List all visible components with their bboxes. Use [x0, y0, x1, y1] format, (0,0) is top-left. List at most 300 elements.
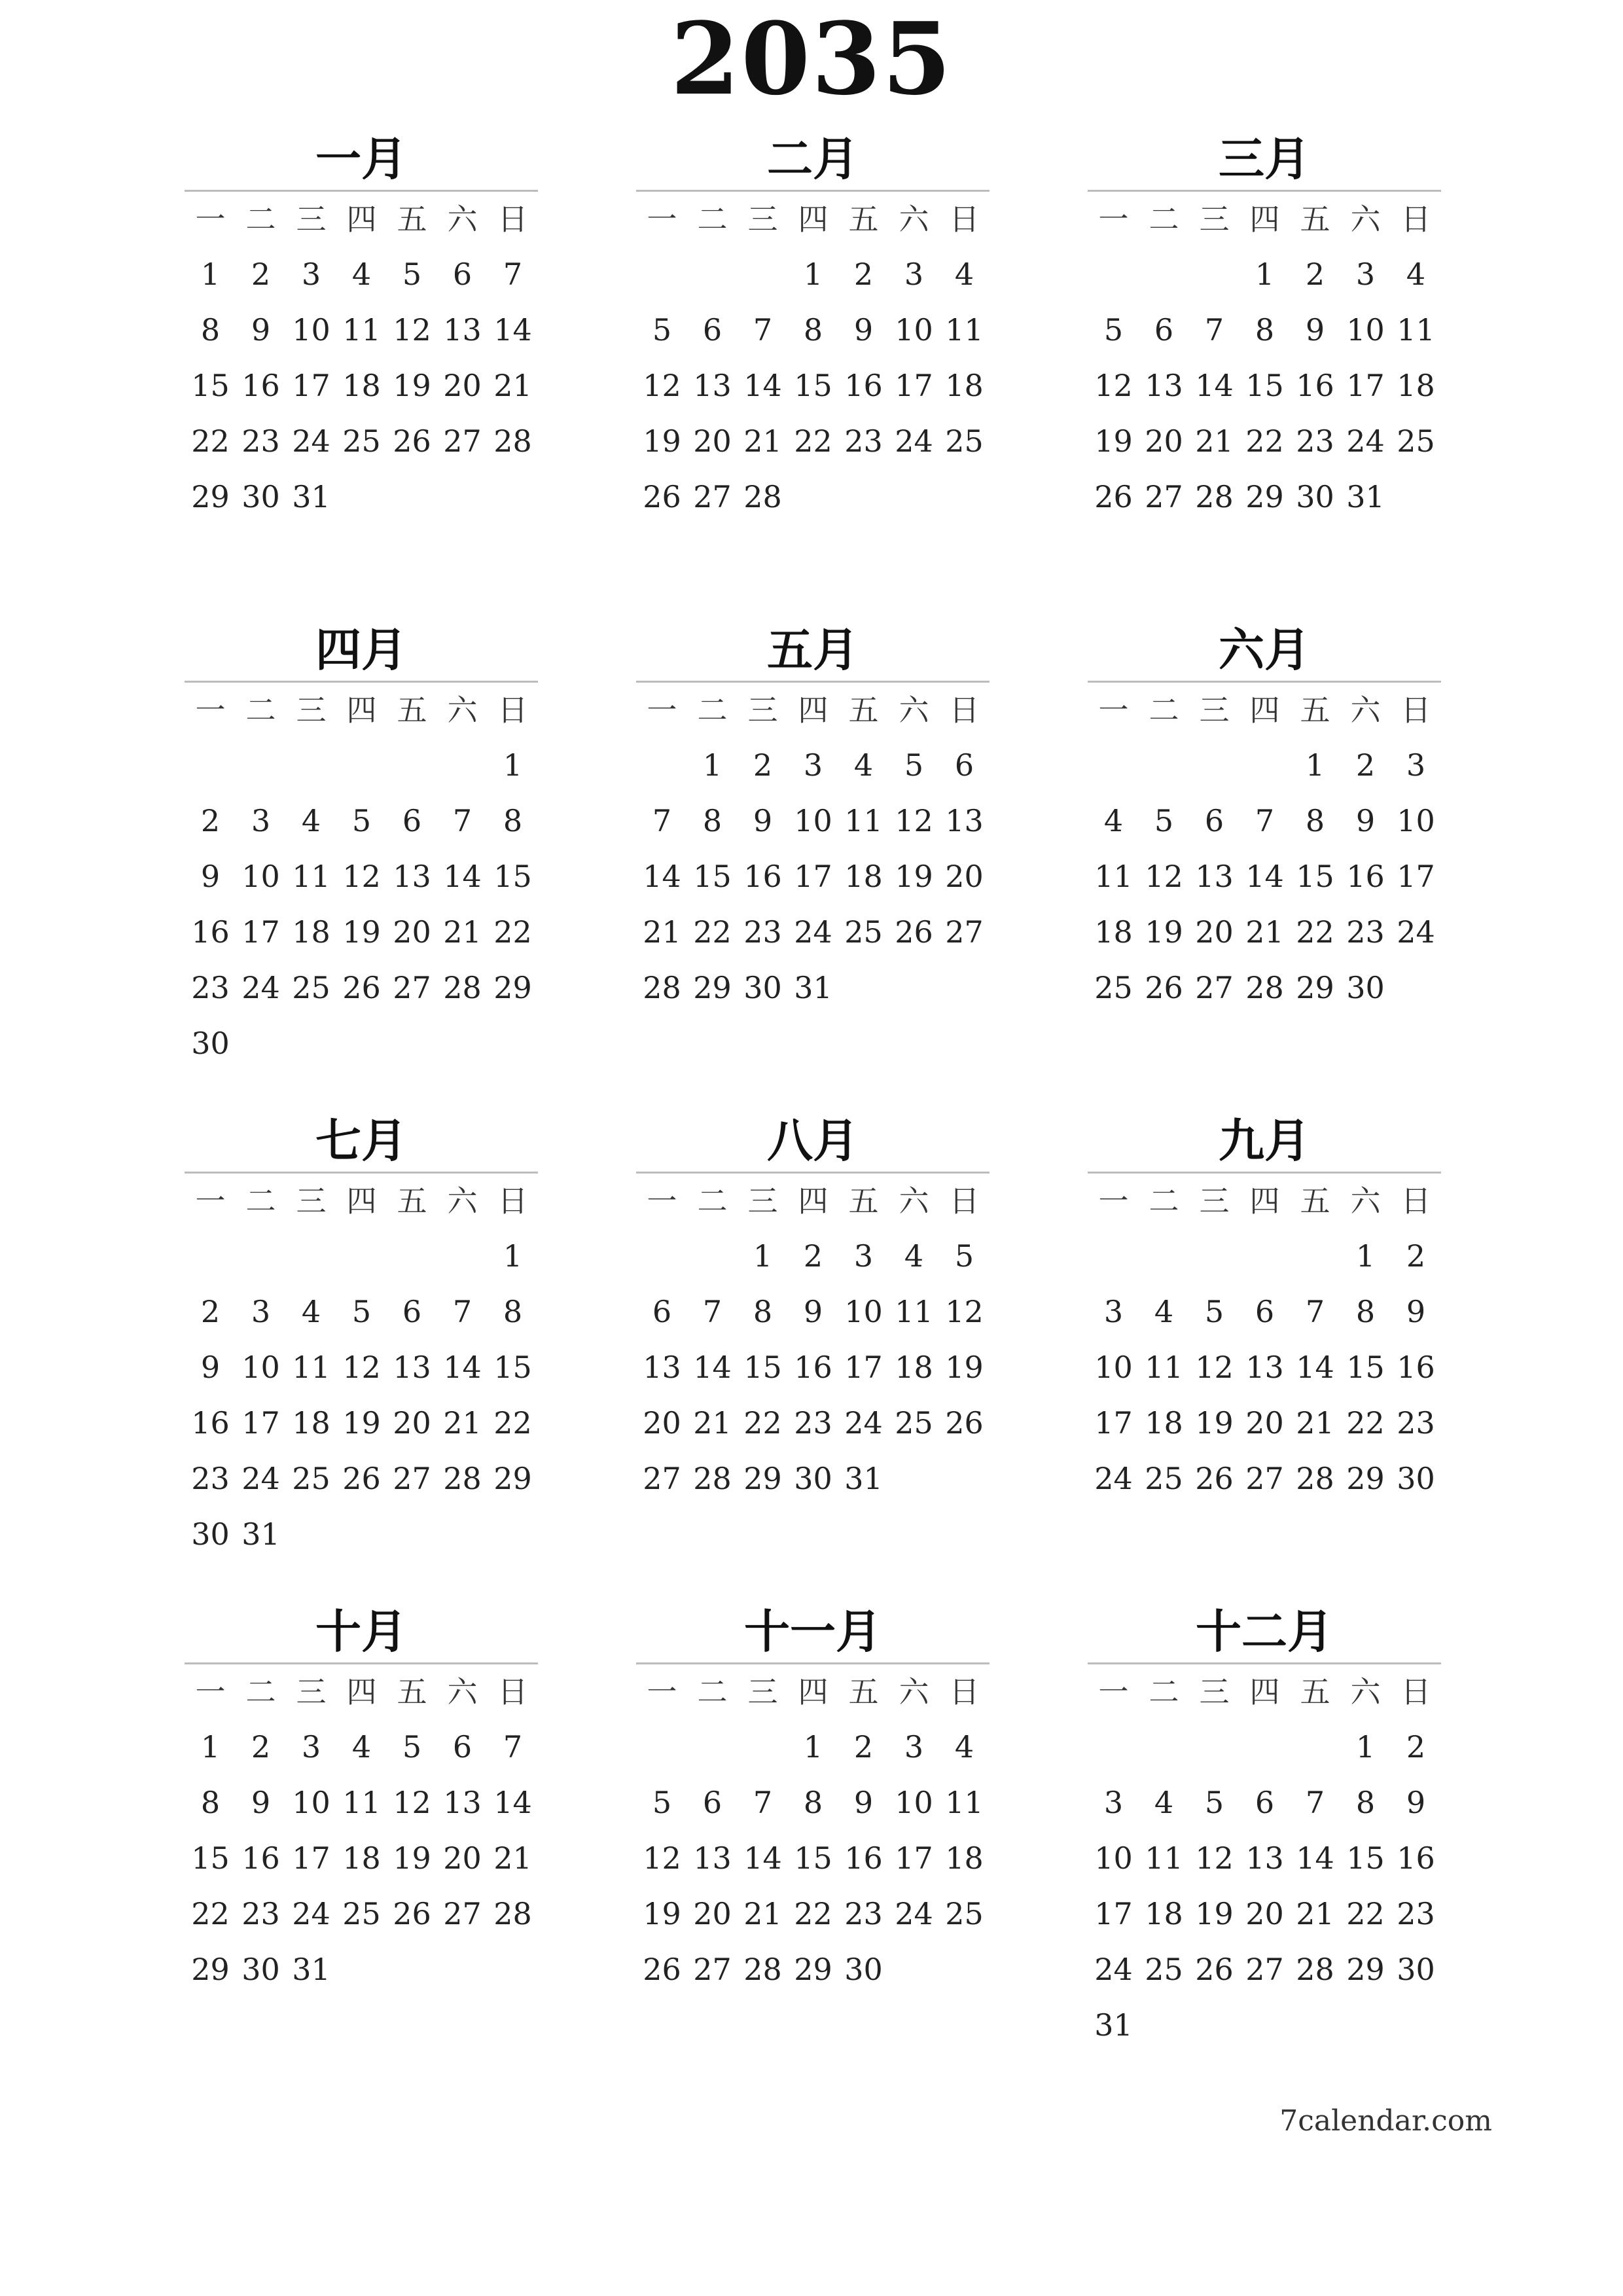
day-cell: 19 — [1195, 1405, 1234, 1441]
day-cell: 25 — [1397, 423, 1435, 459]
weekday-header: 三 — [1199, 1183, 1230, 1219]
day-cell: 24 — [895, 1896, 933, 1931]
weekday-header: 五 — [1300, 1183, 1330, 1219]
day-cell: 2 — [200, 803, 221, 838]
weekday-header: 三 — [1199, 202, 1230, 237]
weekday-header: 四 — [1249, 202, 1280, 237]
empty-cell — [1240, 1229, 1290, 1284]
day-cell: 11 — [1145, 1350, 1183, 1385]
day-cell: 22 — [1245, 423, 1284, 459]
weekday-header: 日 — [497, 692, 528, 728]
day-cell: 28 — [743, 1952, 782, 1987]
day-cell: 7 — [503, 1729, 523, 1765]
day-cell: 31 — [292, 479, 330, 514]
day-cell: 10 — [1094, 1840, 1133, 1876]
day-cell: 23 — [844, 1896, 883, 1931]
day-cell: 4 — [351, 1729, 372, 1765]
day-cell: 15 — [794, 1840, 832, 1876]
day-cell: 1 — [1355, 1238, 1376, 1274]
day-cell: 6 — [702, 312, 722, 348]
day-cell: 11 — [292, 859, 330, 894]
day-cell: 29 — [191, 479, 230, 514]
weekday-header: 六 — [447, 202, 478, 237]
weekday-header: 四 — [346, 692, 377, 728]
day-cell: 29 — [1346, 1952, 1385, 1987]
empty-cell — [1189, 738, 1240, 793]
site-credit: 7calendar.com — [1279, 2104, 1492, 2138]
day-cell: 22 — [743, 1405, 782, 1441]
day-cell: 13 — [393, 859, 431, 894]
empty-cell — [1240, 738, 1290, 793]
day-cell: 11 — [1094, 859, 1133, 894]
day-cell: 18 — [895, 1350, 933, 1385]
day-cell: 14 — [493, 312, 532, 348]
weekday-header: 一 — [1098, 202, 1129, 237]
day-cell: 23 — [241, 423, 280, 459]
day-cell: 3 — [904, 257, 924, 292]
weekday-header: 四 — [798, 202, 829, 237]
day-cell: 23 — [1296, 423, 1334, 459]
weekday-header: 二 — [1149, 202, 1179, 237]
weekday-header: 日 — [1400, 692, 1431, 728]
day-cell: 18 — [945, 368, 984, 403]
day-cell: 11 — [945, 1785, 984, 1820]
weekday-header: 六 — [899, 692, 929, 728]
day-cell: 5 — [652, 1785, 672, 1820]
day-cell: 10 — [292, 1785, 330, 1820]
day-cell: 3 — [1406, 747, 1426, 783]
weekday-header: 日 — [497, 202, 528, 237]
day-cell: 22 — [1346, 1405, 1385, 1441]
weekday-header: 四 — [798, 1183, 829, 1219]
day-cell: 13 — [693, 1840, 732, 1876]
day-cell: 9 — [251, 1785, 271, 1820]
day-cell: 16 — [241, 1840, 280, 1876]
day-cell: 30 — [1296, 479, 1334, 514]
day-cell: 18 — [1145, 1896, 1183, 1931]
day-cell: 10 — [895, 312, 933, 348]
weekday-header: 六 — [1350, 1674, 1381, 1710]
weekday-header: 一 — [1098, 1183, 1129, 1219]
day-cell: 12 — [945, 1294, 984, 1329]
day-cell: 26 — [643, 479, 681, 514]
day-cell: 7 — [753, 312, 773, 348]
day-cell: 8 — [803, 312, 823, 348]
day-cell: 7 — [452, 1294, 473, 1329]
empty-cell — [185, 1229, 236, 1284]
day-cell: 15 — [1296, 859, 1334, 894]
weekday-header: 四 — [1249, 692, 1280, 728]
day-cell: 1 — [200, 257, 221, 292]
month-block — [636, 620, 990, 1016]
day-cell: 27 — [693, 1952, 732, 1987]
weekday-header: 三 — [296, 202, 327, 237]
day-cell: 24 — [292, 423, 330, 459]
weekday-header: 日 — [949, 692, 980, 728]
day-cell: 22 — [794, 423, 832, 459]
day-cell: 27 — [1145, 479, 1183, 514]
day-cell: 7 — [1305, 1785, 1325, 1820]
day-cell: 1 — [503, 747, 523, 783]
day-cell: 9 — [1305, 312, 1325, 348]
weekday-header: 三 — [296, 1183, 327, 1219]
empty-cell — [437, 738, 488, 793]
day-cell: 14 — [1195, 368, 1234, 403]
day-cell: 12 — [1195, 1350, 1234, 1385]
day-cell: 5 — [1103, 312, 1124, 348]
day-cell: 14 — [643, 859, 681, 894]
day-cell: 5 — [402, 1729, 422, 1765]
day-cell: 21 — [493, 368, 532, 403]
day-cell: 12 — [1145, 859, 1183, 894]
day-cell: 12 — [1094, 368, 1133, 403]
empty-cell — [1139, 1719, 1189, 1775]
day-cell: 16 — [844, 1840, 883, 1876]
day-cell: 13 — [1245, 1350, 1284, 1385]
day-cell: 21 — [1296, 1896, 1334, 1931]
day-cell: 8 — [503, 1294, 523, 1329]
day-cell: 1 — [803, 1729, 823, 1765]
day-cell: 20 — [443, 368, 482, 403]
day-cell: 27 — [693, 479, 732, 514]
empty-cell — [1290, 1719, 1340, 1775]
weekday-header: 一 — [195, 1674, 226, 1710]
empty-cell — [286, 738, 336, 793]
empty-cell — [236, 738, 286, 793]
day-cell: 18 — [844, 859, 883, 894]
day-cell: 7 — [702, 1294, 722, 1329]
day-cell: 6 — [452, 257, 473, 292]
weekday-header: 一 — [647, 1674, 677, 1710]
day-cell: 8 — [1355, 1785, 1376, 1820]
day-cell: 30 — [844, 1952, 883, 1987]
empty-cell — [1088, 247, 1139, 302]
day-cell: 17 — [1094, 1896, 1133, 1931]
day-cell: 27 — [1195, 970, 1234, 1005]
day-cell: 14 — [443, 859, 482, 894]
day-cell: 22 — [1296, 914, 1334, 950]
day-cell: 2 — [1355, 747, 1376, 783]
day-cell: 17 — [292, 368, 330, 403]
day-cell: 3 — [803, 747, 823, 783]
day-cell: 22 — [693, 914, 732, 950]
day-cell: 26 — [393, 423, 431, 459]
weekday-header: 日 — [1400, 1183, 1431, 1219]
day-cell: 19 — [945, 1350, 984, 1385]
day-cell: 29 — [743, 1461, 782, 1496]
month-block — [185, 620, 538, 1071]
empty-cell — [1088, 1719, 1139, 1775]
day-cell: 14 — [493, 1785, 532, 1820]
weekday-header: 三 — [747, 1674, 778, 1710]
day-cell: 6 — [1255, 1294, 1275, 1329]
day-cell: 1 — [1305, 747, 1325, 783]
weekday-header: 二 — [245, 1183, 276, 1219]
day-cell: 3 — [301, 257, 321, 292]
empty-cell — [637, 1719, 687, 1775]
day-cell: 15 — [191, 368, 230, 403]
month-title: 五月 — [767, 622, 859, 677]
day-cell: 5 — [1204, 1785, 1224, 1820]
empty-cell — [1189, 247, 1240, 302]
day-cell: 13 — [1145, 368, 1183, 403]
day-cell: 1 — [503, 1238, 523, 1274]
day-cell: 6 — [954, 747, 974, 783]
weekday-header: 五 — [1300, 1674, 1330, 1710]
day-cell: 29 — [191, 1952, 230, 1987]
day-cell: 25 — [1145, 1952, 1183, 1987]
day-cell: 6 — [452, 1729, 473, 1765]
day-cell: 26 — [945, 1405, 984, 1441]
day-cell: 22 — [794, 1896, 832, 1931]
day-cell: 1 — [803, 257, 823, 292]
empty-cell — [437, 1229, 488, 1284]
month-block — [636, 1602, 990, 1998]
empty-cell — [1139, 1229, 1189, 1284]
day-cell: 4 — [1154, 1294, 1174, 1329]
day-cell: 26 — [342, 1461, 381, 1496]
day-cell: 14 — [443, 1350, 482, 1385]
day-cell: 9 — [200, 859, 221, 894]
weekday-header: 日 — [949, 1674, 980, 1710]
weekday-header: 四 — [798, 692, 829, 728]
day-cell: 16 — [1296, 368, 1334, 403]
month-block — [1088, 620, 1441, 1016]
day-cell: 2 — [853, 1729, 874, 1765]
day-cell: 5 — [1204, 1294, 1224, 1329]
empty-cell — [1290, 1229, 1340, 1284]
empty-cell — [687, 1719, 738, 1775]
day-cell: 25 — [292, 970, 330, 1005]
day-cell: 29 — [794, 1952, 832, 1987]
day-cell: 4 — [853, 747, 874, 783]
day-cell: 28 — [693, 1461, 732, 1496]
day-cell: 24 — [794, 914, 832, 950]
day-cell: 11 — [895, 1294, 933, 1329]
day-cell: 25 — [945, 1896, 984, 1931]
day-cell: 24 — [895, 423, 933, 459]
day-cell: 13 — [443, 312, 482, 348]
weekday-header: 五 — [397, 202, 427, 237]
day-cell: 10 — [1397, 803, 1435, 838]
day-cell: 14 — [1296, 1840, 1334, 1876]
day-cell: 5 — [904, 747, 924, 783]
month-title: 七月 — [315, 1113, 407, 1168]
day-cell: 20 — [1245, 1405, 1284, 1441]
day-cell: 23 — [191, 970, 230, 1005]
day-cell: 27 — [643, 1461, 681, 1496]
day-cell: 21 — [693, 1405, 732, 1441]
month-title: 九月 — [1219, 1113, 1310, 1168]
day-cell: 7 — [1255, 803, 1275, 838]
day-cell: 20 — [1145, 423, 1183, 459]
day-cell: 30 — [241, 479, 280, 514]
day-cell: 18 — [342, 1840, 381, 1876]
weekday-header: 二 — [245, 1674, 276, 1710]
day-cell: 16 — [191, 1405, 230, 1441]
day-cell: 15 — [191, 1840, 230, 1876]
day-cell: 28 — [443, 970, 482, 1005]
day-cell: 22 — [1346, 1896, 1385, 1931]
day-cell: 9 — [853, 1785, 874, 1820]
month-block — [636, 1111, 990, 1507]
day-cell: 30 — [191, 1516, 230, 1552]
day-cell: 30 — [794, 1461, 832, 1496]
day-cell: 20 — [1195, 914, 1234, 950]
day-cell: 13 — [443, 1785, 482, 1820]
day-cell: 2 — [853, 257, 874, 292]
day-cell: 7 — [753, 1785, 773, 1820]
day-cell: 18 — [945, 1840, 984, 1876]
day-cell: 15 — [1346, 1350, 1385, 1385]
day-cell: 15 — [493, 859, 532, 894]
day-cell: 30 — [241, 1952, 280, 1987]
day-grid — [637, 1174, 990, 1507]
day-cell: 25 — [342, 423, 381, 459]
empty-cell — [185, 738, 236, 793]
weekday-header: 六 — [447, 1183, 478, 1219]
month-block — [185, 1602, 538, 1998]
day-cell: 9 — [200, 1350, 221, 1385]
day-cell: 14 — [693, 1350, 732, 1385]
day-cell: 30 — [743, 970, 782, 1005]
weekday-header: 日 — [1400, 1674, 1431, 1710]
day-cell: 23 — [241, 1896, 280, 1931]
day-cell: 6 — [402, 1294, 422, 1329]
day-cell: 5 — [402, 257, 422, 292]
day-cell: 31 — [241, 1516, 280, 1552]
day-cell: 3 — [1103, 1294, 1124, 1329]
day-cell: 13 — [643, 1350, 681, 1385]
day-cell: 15 — [1346, 1840, 1385, 1876]
day-cell: 30 — [191, 1026, 230, 1061]
day-cell: 19 — [1195, 1896, 1234, 1931]
day-cell: 28 — [1296, 1461, 1334, 1496]
day-cell: 4 — [1103, 803, 1124, 838]
day-cell: 10 — [241, 1350, 280, 1385]
day-cell: 27 — [945, 914, 984, 950]
day-cell: 3 — [301, 1729, 321, 1765]
day-cell: 20 — [393, 914, 431, 950]
day-cell: 1 — [200, 1729, 221, 1765]
weekday-header: 一 — [195, 1183, 226, 1219]
day-cell: 22 — [493, 914, 532, 950]
day-cell: 25 — [1094, 970, 1133, 1005]
day-cell: 8 — [1355, 1294, 1376, 1329]
weekday-header: 二 — [1149, 692, 1179, 728]
day-cell: 19 — [393, 1840, 431, 1876]
empty-cell — [1240, 1719, 1290, 1775]
day-cell: 9 — [1355, 803, 1376, 838]
empty-cell — [336, 738, 387, 793]
day-cell: 10 — [1346, 312, 1385, 348]
day-cell: 11 — [342, 312, 381, 348]
day-cell: 10 — [292, 312, 330, 348]
day-cell: 24 — [844, 1405, 883, 1441]
day-cell: 11 — [1397, 312, 1435, 348]
day-cell: 20 — [693, 1896, 732, 1931]
day-cell: 31 — [844, 1461, 883, 1496]
weekday-header: 二 — [1149, 1183, 1179, 1219]
day-cell: 2 — [803, 1238, 823, 1274]
day-cell: 11 — [1145, 1840, 1183, 1876]
day-cell: 3 — [853, 1238, 874, 1274]
day-cell: 6 — [1204, 803, 1224, 838]
day-cell: 18 — [342, 368, 381, 403]
day-cell: 5 — [351, 1294, 372, 1329]
weekday-header: 五 — [848, 202, 879, 237]
day-cell: 29 — [1296, 970, 1334, 1005]
day-cell: 21 — [743, 423, 782, 459]
day-cell: 24 — [1346, 423, 1385, 459]
empty-cell — [1088, 738, 1139, 793]
day-cell: 24 — [1094, 1952, 1133, 1987]
day-cell: 8 — [200, 1785, 221, 1820]
day-cell: 16 — [1346, 859, 1385, 894]
day-cell: 26 — [643, 1952, 681, 1987]
day-cell: 25 — [945, 423, 984, 459]
day-cell: 10 — [895, 1785, 933, 1820]
day-cell: 29 — [493, 1461, 532, 1496]
empty-cell — [336, 1229, 387, 1284]
day-cell: 30 — [1397, 1461, 1435, 1496]
day-cell: 13 — [945, 803, 984, 838]
day-grid — [1088, 1664, 1441, 2053]
weekday-header: 一 — [195, 202, 226, 237]
day-cell: 27 — [393, 970, 431, 1005]
day-grid — [1088, 1174, 1441, 1507]
day-cell: 29 — [493, 970, 532, 1005]
day-cell: 12 — [342, 1350, 381, 1385]
day-cell: 19 — [342, 1405, 381, 1441]
day-cell: 20 — [443, 1840, 482, 1876]
day-grid — [1088, 683, 1441, 1016]
empty-cell — [738, 1719, 788, 1775]
day-cell: 4 — [1154, 1785, 1174, 1820]
day-cell: 5 — [351, 803, 372, 838]
month-title: 四月 — [315, 622, 407, 677]
day-cell: 4 — [351, 257, 372, 292]
day-cell: 26 — [1195, 1461, 1234, 1496]
day-cell: 23 — [1346, 914, 1385, 950]
weekday-header: 二 — [245, 692, 276, 728]
day-cell: 27 — [1245, 1461, 1284, 1496]
weekday-header: 五 — [397, 692, 427, 728]
day-cell: 26 — [1195, 1952, 1234, 1987]
day-cell: 2 — [251, 257, 271, 292]
day-cell: 19 — [393, 368, 431, 403]
weekday-header: 三 — [747, 692, 778, 728]
day-cell: 23 — [191, 1461, 230, 1496]
weekday-header: 一 — [1098, 1674, 1129, 1710]
day-cell: 7 — [452, 803, 473, 838]
day-cell: 16 — [1397, 1840, 1435, 1876]
day-cell: 15 — [1245, 368, 1284, 403]
day-cell: 17 — [794, 859, 832, 894]
day-cell: 4 — [954, 1729, 974, 1765]
day-cell: 3 — [251, 803, 271, 838]
day-cell: 23 — [1397, 1896, 1435, 1931]
day-cell: 29 — [693, 970, 732, 1005]
day-cell: 31 — [794, 970, 832, 1005]
day-cell: 27 — [443, 1896, 482, 1931]
empty-cell — [637, 738, 687, 793]
day-cell: 19 — [643, 423, 681, 459]
day-cell: 21 — [1296, 1405, 1334, 1441]
day-cell: 14 — [1245, 859, 1284, 894]
day-cell: 21 — [443, 1405, 482, 1441]
day-cell: 10 — [241, 859, 280, 894]
